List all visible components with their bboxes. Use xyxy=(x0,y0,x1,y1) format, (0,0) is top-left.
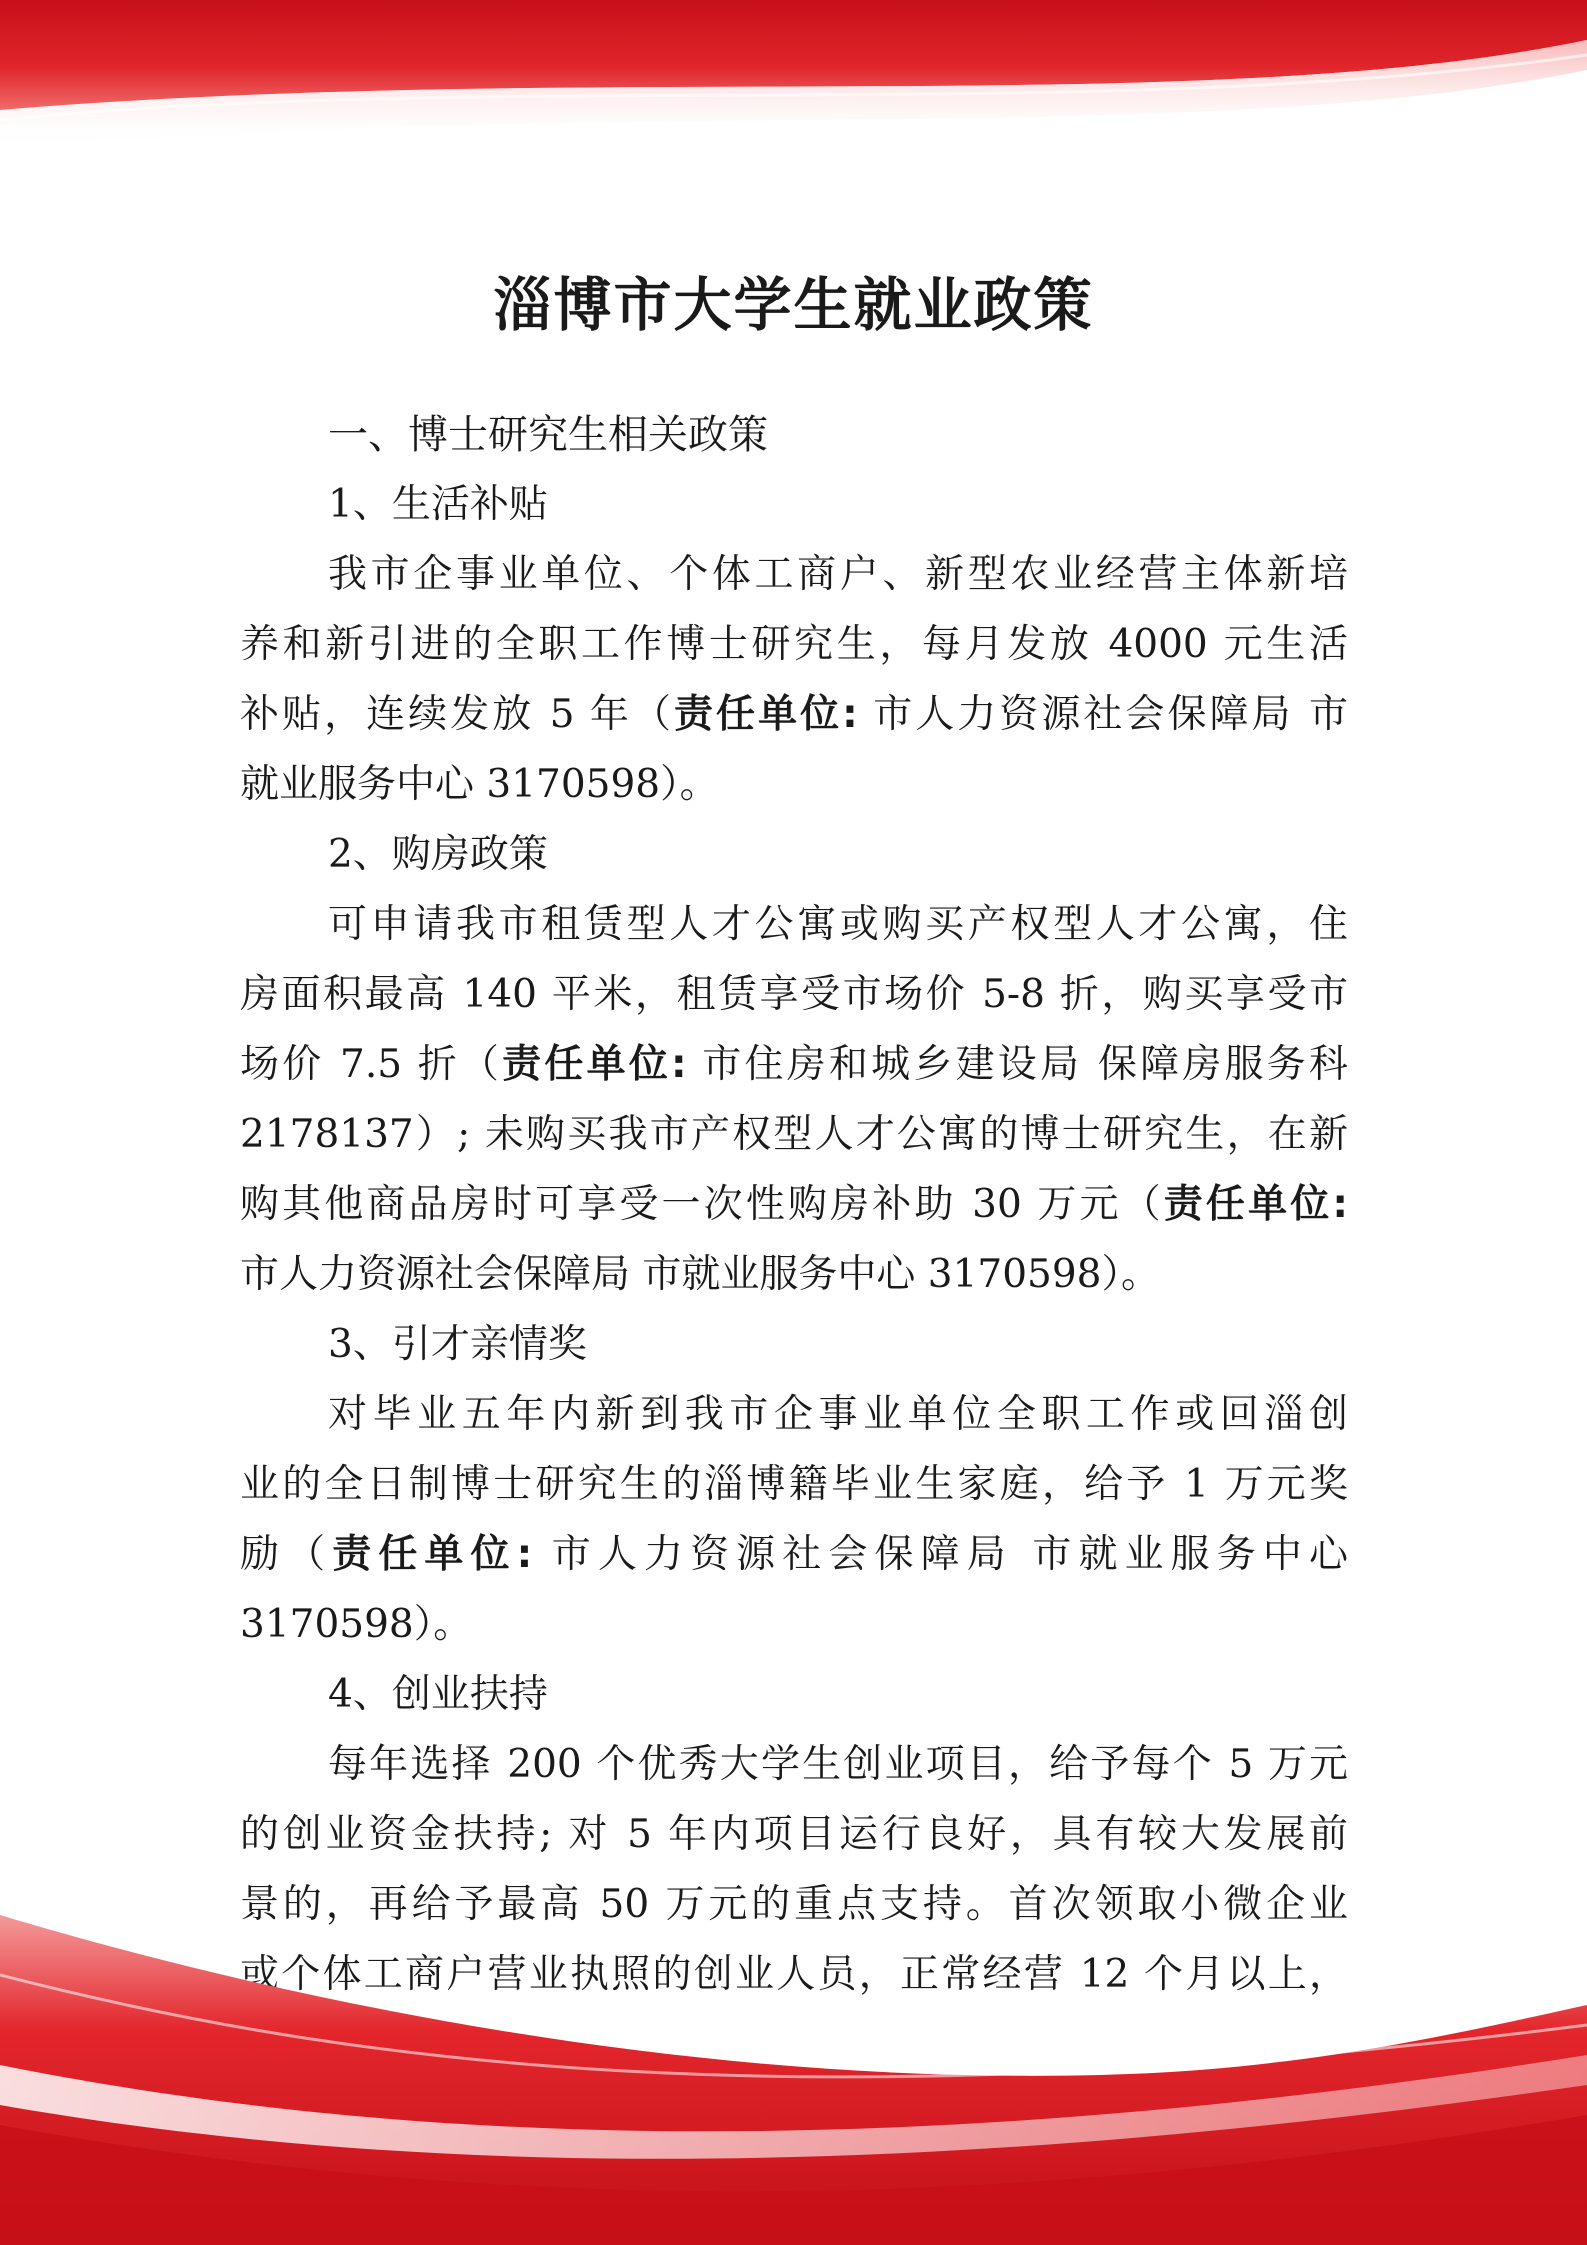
document-body xyxy=(240,400,1348,2010)
paragraph-line: 3170598）。 xyxy=(240,1602,473,1647)
text-run: 励（ xyxy=(240,1532,333,1577)
bottom-red-banner xyxy=(0,1915,1587,2245)
text-run: 市人力资源社会保障局 市就业服务中心 xyxy=(532,1532,1348,1577)
item-heading: 4、创业扶持 xyxy=(328,1672,548,1717)
item-heading: 2、购房政策 xyxy=(328,832,548,877)
paragraph-line xyxy=(240,680,1348,750)
text-run: 补贴，连续发放 5 年（ xyxy=(240,692,675,737)
text-run: 市人力资源社会保障局 市 xyxy=(857,692,1348,737)
top-red-banner xyxy=(0,0,1587,230)
paragraph-line: 对毕业五年内新到我市企事业单位全职工作或回淄创 xyxy=(328,1392,1348,1437)
paragraph-line: 业的全日制博士研究生的淄博籍毕业生家庭，给予 1 万元奖 xyxy=(240,1462,1348,1507)
paragraph-line xyxy=(240,1170,1348,1240)
responsible-unit-label: 责任单位: xyxy=(1163,1182,1348,1227)
paragraph-line: 景的，再给予最高 50 万元的重点支持。首次领取小微企业 xyxy=(240,1882,1348,1927)
item-heading: 3、引才亲情奖 xyxy=(328,1322,587,1367)
paragraph-line: 2178137）; 未购买我市产权型人才公寓的博士研究生，在新 xyxy=(240,1112,1348,1157)
text-run: 购其他商品房时可享受一次性购房补助 30 万元（ xyxy=(240,1182,1164,1227)
paragraph-line: 可申请我市租赁型人才公寓或购买产权型人才公寓，住 xyxy=(328,902,1348,947)
paragraph-line: 就业服务中心 3170598）。 xyxy=(240,762,719,807)
paragraph-line xyxy=(240,1520,1348,1590)
paragraph-line: 市人力资源社会保障局 市就业服务中心 3170598）。 xyxy=(240,1252,1160,1297)
section-heading: 一、博士研究生相关政策 xyxy=(328,412,768,458)
text-run: 场价 7.5 折（ xyxy=(240,1042,503,1087)
text-run: 市住房和城乡建设局 保障房服务科 xyxy=(686,1042,1348,1087)
page-title: 淄博市大学生就业政策 xyxy=(493,271,1094,339)
paragraph-line xyxy=(240,1030,1348,1100)
responsible-unit-label: 责任单位: xyxy=(502,1042,687,1087)
paragraph-line: 或个体工商户营业执照的创业人员，正常经营 12 个月以上， xyxy=(240,1952,1348,1997)
paragraph-line: 我市企事业单位、个体工商户、新型农业经营主体新培 xyxy=(328,552,1348,597)
paragraph-line: 房面积最高 140 平米，租赁享受市场价 5-8 折，购买享受市 xyxy=(240,972,1348,1017)
item-heading: 1、生活补贴 xyxy=(328,482,548,527)
paragraph-line: 每年选择 200 个优秀大学生创业项目，给予每个 5 万元 xyxy=(328,1742,1348,1787)
responsible-unit-label: 责任单位: xyxy=(332,1532,533,1577)
paragraph-line: 的创业资金扶持; 对 5 年内项目运行良好，具有较大发展前 xyxy=(240,1812,1348,1857)
paragraph-line: 养和新引进的全职工作博士研究生，每月发放 4000 元生活 xyxy=(240,622,1348,667)
responsible-unit-label: 责任单位: xyxy=(674,692,858,737)
